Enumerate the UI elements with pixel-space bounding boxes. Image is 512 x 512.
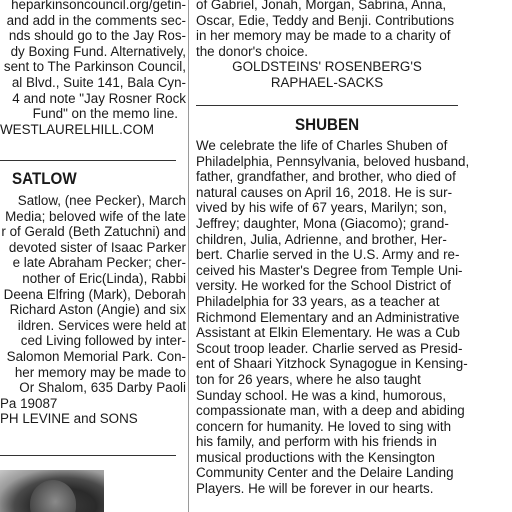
text-line: dy Boxing Fund. Alternatively, bbox=[10, 43, 186, 59]
section-divider bbox=[0, 160, 176, 161]
text-line: musical productions with the Kensington bbox=[196, 449, 435, 465]
text-line: ceived his Master's Degree from Temple Uni- bbox=[196, 262, 463, 278]
text-line: ton for 26 years, where he also taught bbox=[196, 371, 421, 387]
text-line: Richmond Elementary and an Administrative bbox=[196, 309, 460, 325]
text-line: sent to The Parkinson Council, bbox=[3, 59, 186, 75]
text-line: e late Abraham Pecker; cher- bbox=[12, 255, 186, 271]
text-line: Oscar, Edie, Teddy and Benji. Contributions bbox=[196, 12, 455, 28]
text-line: nother of Eric(Linda), Rabbi bbox=[22, 270, 186, 286]
shuben-obituary-body bbox=[196, 138, 470, 497]
section-divider bbox=[0, 455, 176, 456]
shuben-heading: SHUBEN bbox=[295, 116, 360, 134]
funeral-home-line: RAPHAEL-SACKS bbox=[270, 74, 384, 90]
satlow-obituary-body bbox=[0, 193, 186, 427]
text-line: versity. He worked for the School District of bbox=[196, 278, 452, 294]
text-line: her memory may be made to bbox=[14, 364, 186, 380]
text-line: Or Shalom, 635 Darby Paoli bbox=[19, 380, 186, 396]
text-line: Richard Aston (Angie) and six bbox=[9, 302, 186, 318]
text-line: r of Gerald (Beth Zatuchni) and bbox=[1, 224, 186, 240]
text-line: ced Living followed by inter- bbox=[20, 333, 186, 349]
text-line: concern for humanity. He loved to sing with bbox=[196, 418, 452, 434]
column-divider bbox=[188, 0, 189, 512]
text-line: his family, and perform with his friends in bbox=[196, 434, 437, 450]
text-line: the donor's choice. bbox=[196, 43, 308, 59]
text-line: Community Center and the Delaire Landing bbox=[196, 465, 454, 481]
text-line: al Blvd., Suite 141, Bala Cyn- bbox=[11, 74, 186, 90]
previous-obituary-tail bbox=[196, 0, 458, 91]
text-line: Sunday school. He was a kind, humorous, bbox=[196, 387, 447, 403]
text-line: ildren. Services were held at bbox=[17, 317, 186, 333]
text-line: bert. Charlie served in the U.S. Army and re- bbox=[196, 247, 460, 263]
text-line: Satlow, (nee Pecker), March bbox=[17, 193, 186, 208]
text-line: of Gabriel, Jonah, Morgan, Sabrina, Anna, bbox=[196, 0, 447, 12]
text-line: devoted sister of Isaac Parker bbox=[8, 239, 186, 255]
right-column bbox=[196, 0, 512, 512]
text-line: natural causes on April 16, 2018. He is sur- bbox=[196, 184, 453, 200]
text-line: Jeffrey; daughter, Mona (Giacomo); grand- bbox=[196, 215, 449, 231]
funeral-home-line: GOLDSTEINS' ROSENBERG'S bbox=[232, 59, 422, 75]
text-line: Deena Elfring (Mark), Deborah bbox=[3, 286, 186, 302]
portrait-photo bbox=[0, 470, 104, 512]
text-line: father, grandfather, and brother, who died of bbox=[196, 169, 456, 185]
text-line: Media; beloved wife of the late bbox=[5, 208, 186, 224]
text-line: heparkinsoncouncil.org/getin- bbox=[11, 0, 186, 12]
text-line: Players. He will be forever in our hearts. bbox=[196, 481, 434, 497]
satlow-heading: SATLOW bbox=[12, 170, 77, 188]
text-line: and add in the comments sec- bbox=[6, 12, 186, 28]
text-line: Philadelphia, Pennsylvania, beloved husband, bbox=[196, 153, 470, 169]
text-line: Assistant at Elkin Elementary. He was a Cub bbox=[196, 325, 460, 341]
text-line: vived by his wife of 67 years, Marilyn; son, bbox=[196, 200, 447, 216]
text-line: Fund" on the memo line. bbox=[32, 106, 178, 122]
text-line: We celebrate the life of Charles Shuben of bbox=[196, 138, 448, 153]
text-line: ent of Shaari Yitzhock Synagogue in Kensing- bbox=[196, 356, 468, 372]
left-column bbox=[0, 0, 186, 512]
text-line: nds should go to the Jay Ros- bbox=[8, 28, 186, 44]
jay-rosner-obituary-tail bbox=[0, 0, 186, 137]
text-line: in her memory may be made to a charity of bbox=[196, 28, 451, 44]
funeral-home-line: PH LEVINE and SONS bbox=[0, 411, 138, 427]
website-line: WESTLAURELHILL.COM bbox=[0, 121, 155, 137]
text-line: Scout troop leader. Charlie served as Presid- bbox=[196, 340, 463, 356]
text-line: Philadelphia for 33 years, as a teacher at bbox=[196, 293, 440, 309]
text-line: Pa 19087 bbox=[0, 395, 58, 411]
text-line: 4 and note "Jay Rosner Rock bbox=[12, 90, 186, 106]
section-divider bbox=[196, 105, 458, 106]
text-line: compassionate man, with a deep and abiding bbox=[196, 403, 465, 419]
text-line: children, Julia, Adrienne, and brother, Her- bbox=[196, 231, 447, 247]
text-line: Salomon Memorial Park. Con- bbox=[6, 348, 186, 364]
portrait-face bbox=[30, 480, 76, 512]
